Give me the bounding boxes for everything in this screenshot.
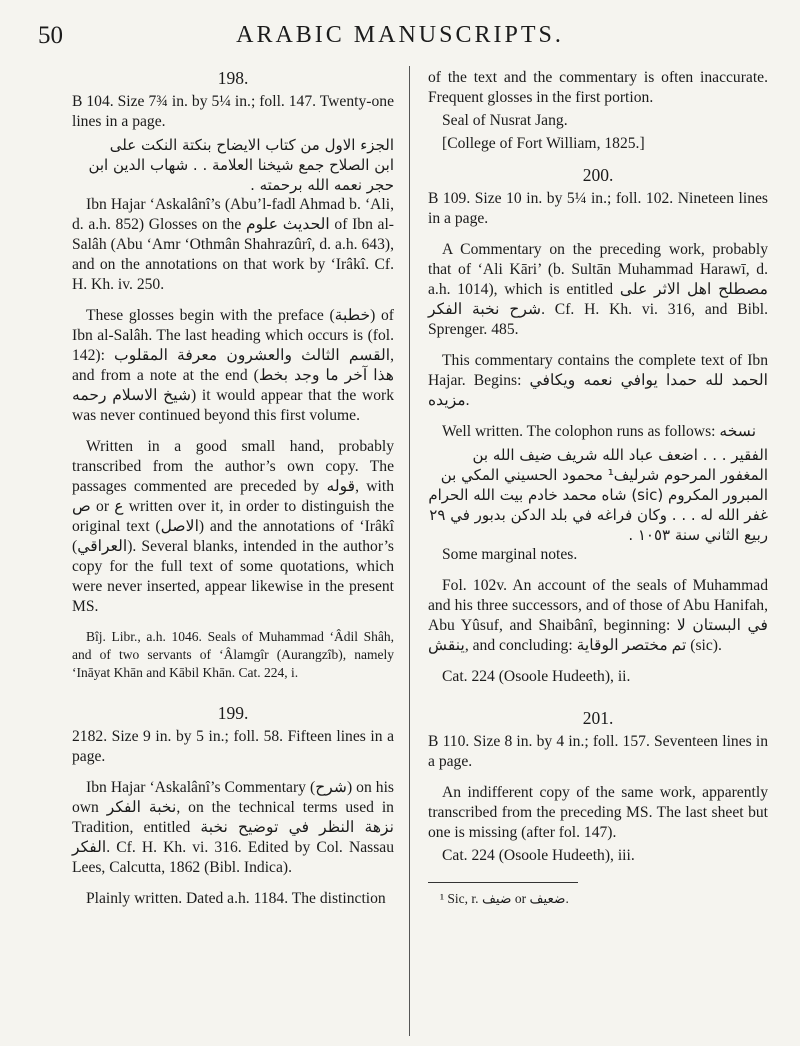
entry-201-shelfmark: B 110. Size 8 in. by 4 in.; foll. 157. Seventeen lines in a page. [428, 733, 768, 770]
entry-200-colophon-intro: Well written. The colophon runs as follows: نسخه [442, 423, 757, 440]
page-number: 50 [38, 22, 63, 49]
running-title: ARABIC MANUSCRIPTS. [236, 22, 564, 48]
entry-198-script-note: Written in a good small hand, probably transcribed from the author’s own copy. The passages commented are preceded by قوله, with ص or ع written over it, in order to distinguish the original text (الاصل) and the annotations of ‘Irâkî (العراقي). Several blanks, intended in the author’s copy for the full text of some quotations, which were never inserted, appear likewise in the present MS. [72, 438, 395, 615]
entry-198-contents: These glosses begin with the preface (خطبة) of Ibn al-Salâh. The last heading which occurs is (fol. 142): القسم الثالث والعشرون معرفة المقلوب, and from a note at the end (هذا آخر ما وجد بخط شيخ الاسلام رحمه) it would appear that the work was never continued beyond this first volume. [72, 307, 395, 424]
entry-200-marginal-notes: Some marginal notes. [442, 546, 578, 563]
footnote: ¹ Sic, r. ضيف or ضعيف. [440, 891, 569, 906]
entry-201-description: An indifferent copy of the same work, apparently transcribed from the preceding MS. The last sheet but one is missing (after fol. 147). [428, 784, 768, 841]
entry-198-arabic-title-1: الجزء الاول من كتاب الايضاح بنكتة النكت على [109, 136, 394, 154]
entry-198-arabic-title-3: حجر نعمه الله برحمته . [250, 176, 394, 194]
entry-number-200: 200. [582, 165, 614, 185]
entry-198-provenance: Bîj. Libr., a.h. 1046. Seals of Muhammad ‘Âdil Shâh, and of two servants of ‘Âlamgîr (Aurangzîb), namely ‘Ināyat Khān and Kābil Khān. Cat. 224, i. [72, 629, 394, 680]
right-column [428, 68, 768, 912]
entry-199-description: Ibn Hajar ‘Askalânî’s Commentary (شرح) on his own نخبة الفكر, on the technical terms used in Tradition, entitled نزهة النظر في توضيح نخبة الفكر. Cf. H. Kh. vi. 316. Edited by Col. Nassau Lees, Calcutta, 1862 (Bibl. Indica). [72, 779, 394, 876]
entry-199-shelfmark: 2182. Size 9 in. by 5 in.; foll. 58. Fifteen lines in a page. [72, 728, 394, 765]
entry-198-shelfmark: B 104. Size 7¾ in. by 5¼ in.; foll. 147. Twenty-one lines in a page. [72, 93, 394, 130]
page-header [0, 14, 800, 54]
left-column [72, 68, 394, 912]
entry-200-colophon-line-1: الفقير . . . اضعف عباد الله شريف ضيف الله بن [472, 446, 768, 464]
column-divider [409, 66, 410, 1036]
entry-199-script-note: Plainly written. Dated a.h. 1184. The distinction [86, 890, 386, 907]
entry-198-arabic-title-2: ابن الصلاح جمع شيخنا العلامة . . شهاب الدين ابن [88, 156, 394, 174]
entry-200-catalogue: Cat. 224 (Osoole Hudeeth), ii. [442, 668, 631, 685]
entry-number-198: 198. [217, 68, 249, 88]
entry-198-description: Ibn Hajar ‘Askalânî’s (Abu’l-fadl Ahmad b. ‘Ali, d. a.h. 852) Glosses on the الحديث علوم of Ibn al-Salâh (Abu ‘Amr ‘Othmân Shahrazûrî, d. a.h. 643), and on the annotations on that work by ‘Irâkî. Cf. H. Kh. iv. 250. [72, 196, 394, 293]
footnote-rule [428, 882, 578, 883]
entry-200-colophon-line-3: المبرور المكروم (sic) شاه محمد خادم بيت الله الحرام [428, 486, 768, 504]
entry-199-continuation: of the text and the commentary is often inaccurate. Frequent glosses in the first portion. [428, 69, 768, 106]
entry-number-199: 199. [217, 703, 249, 723]
entry-200-colophon-line-2: المغفور المرحوم شرليف¹ محمود الحسيني المكي بن [440, 466, 768, 484]
entry-201-catalogue: Cat. 224 (Osoole Hudeeth), iii. [442, 847, 635, 864]
entry-200-colophon-line-4: غفر الله له . . . وكان فراغه في بلد الدكن بدبور في ٢٩ [429, 506, 768, 524]
entry-200-description: A Commentary on the preceding work, probably that of ‘Ali Kāri’ (b. Sultān Muhammad Harawī, d. a.h. 1014), which is entitled مصطلح اهل الاثر على شرح نخبة الفكر. Cf. H. Kh. vi. 316, and Bibl. Sprenger. 485. [428, 241, 769, 338]
entry-199-seal: Seal of Nusrat Jang. [442, 112, 568, 129]
entry-200-shelfmark: B 109. Size 10 in. by 5¼ in.; foll. 102. Nineteen lines in a page. [428, 190, 768, 227]
entry-200-contents: This commentary contains the complete text of Ibn Hajar. Begins: الحمد لله حمدا يوافي نعمه ويكافي مزيده. [428, 352, 768, 409]
entry-200-colophon-line-5: ربيع الثاني سنة ١٠٥٣ . [628, 526, 768, 544]
entry-200-folio-note: Fol. 102v. An account of the seals of Muhammad and his three successors, and of those of Abu Hanifah, Abu Yûsuf, and Shaibânî, beginning: في البستان لا ينقش, and concluding: تم مختصر الوقاية (sic). [428, 577, 768, 654]
entry-199-college: [College of Fort William, 1825.] [442, 135, 645, 152]
entry-number-201: 201. [582, 708, 614, 728]
